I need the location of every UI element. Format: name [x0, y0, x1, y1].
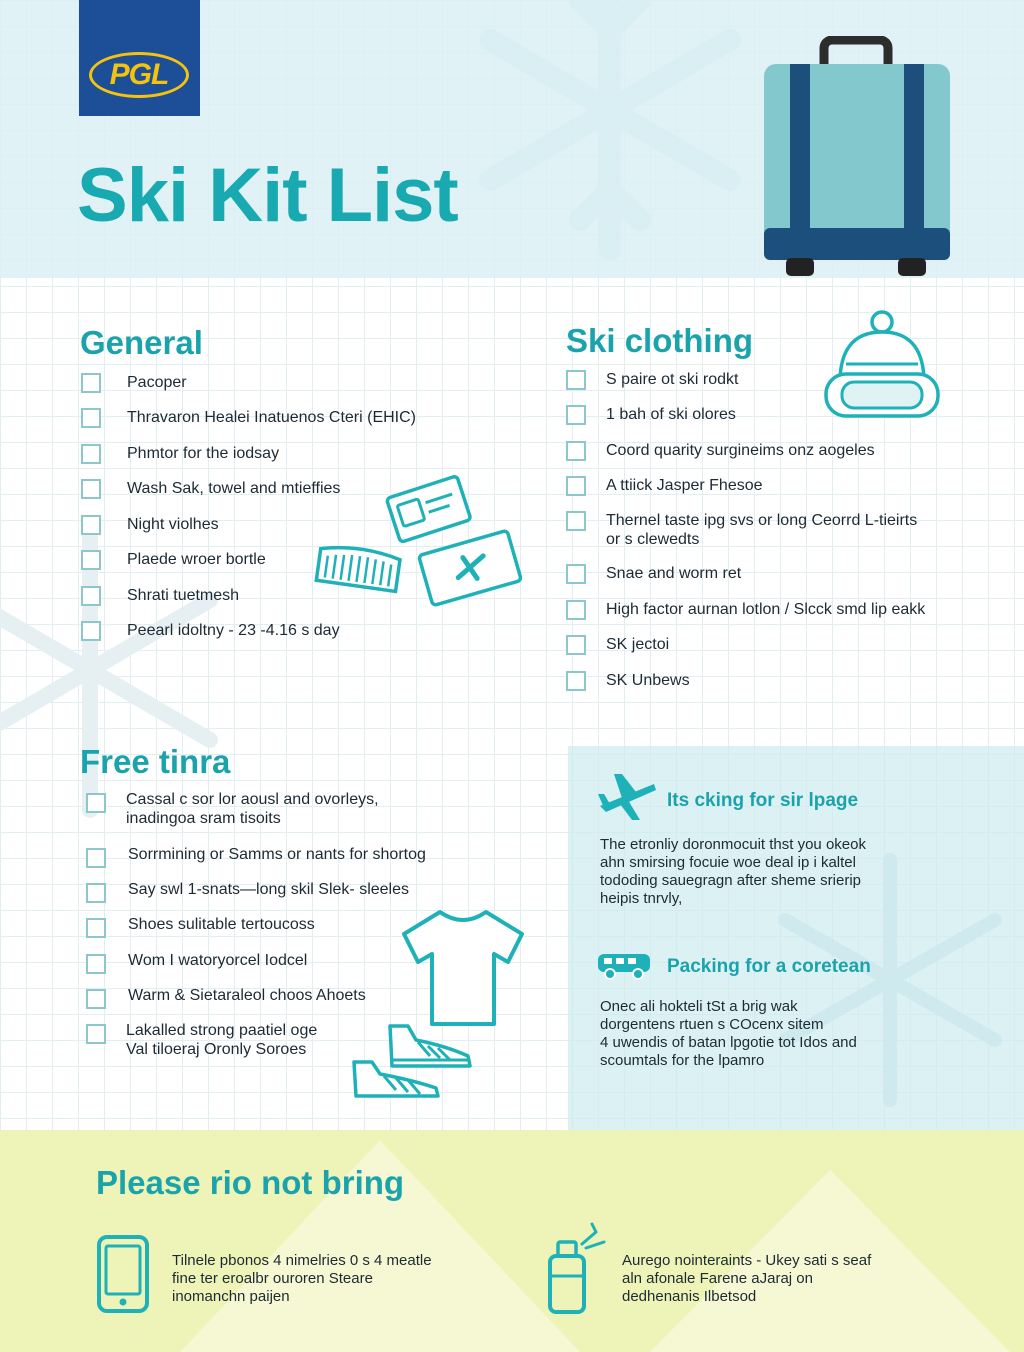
list-item — [81, 373, 187, 393]
item-label: Warm & Sietaraleol choos Ahoets — [128, 987, 366, 1004]
list-item — [81, 621, 340, 641]
item-label: Coord quarity surgineims onz aogeles — [606, 442, 875, 459]
item-label-line: Lakalled strong paatiel oge — [126, 1022, 318, 1039]
item-label: High factor aurnan lotlon / Slcck smd lip eakk — [606, 601, 926, 618]
list-item — [566, 511, 917, 549]
list-item — [566, 441, 875, 461]
logo-text: PGL — [109, 58, 169, 91]
item-label: Peearl idoltny - 23 -4.16 s day — [127, 622, 340, 639]
text-line: fine ter eroalbr ouroren Steare — [172, 1270, 373, 1287]
list-item — [81, 586, 239, 606]
checkbox[interactable] — [81, 586, 101, 606]
checkbox[interactable] — [566, 600, 586, 620]
list-item — [566, 405, 736, 425]
text-line: 4 uwendis of batan lpgotie tot Idos and — [600, 1034, 857, 1051]
checkbox[interactable] — [81, 515, 101, 535]
airplane-icon — [596, 770, 658, 824]
checkbox[interactable] — [81, 408, 101, 428]
phones-text — [172, 1252, 432, 1306]
checkbox[interactable] — [566, 671, 586, 691]
item-label-line: inadingoa sram tisoits — [126, 810, 281, 827]
item-label: Night violhes — [127, 516, 219, 533]
item-label: Snae and worm ret — [606, 565, 742, 582]
item-label: Shoes sulitable tertoucoss — [128, 916, 315, 933]
pgl-logo — [79, 0, 200, 116]
item-label: Wash Sak, towel and mtieffies — [127, 480, 341, 497]
item-label: S paire ot ski rodkt — [606, 371, 739, 388]
item-label — [126, 1021, 317, 1059]
item-label: Plaede wroer bortle — [127, 551, 266, 568]
list-item — [566, 635, 669, 655]
list-item — [86, 845, 426, 868]
list-item — [566, 600, 925, 620]
checkbox[interactable] — [86, 989, 106, 1009]
checkbox[interactable] — [566, 370, 586, 390]
list-item — [86, 1021, 317, 1059]
coach-icon — [596, 950, 652, 980]
item-label-line: or s clewedts — [606, 531, 700, 548]
ticket-icon — [416, 526, 524, 610]
item-label: A ttiick Jasper Fhesoe — [606, 477, 763, 494]
item-label-line: Val tiloeraj Oronly Soroes — [126, 1041, 307, 1058]
checkbox[interactable] — [566, 635, 586, 655]
list-item — [86, 951, 307, 974]
item-label: SK jectoi — [606, 636, 670, 653]
checkbox[interactable] — [86, 883, 106, 903]
list-item — [81, 408, 416, 428]
item-label: Pacoper — [127, 374, 187, 391]
item-label-line: Cassal c sor lor aousl and ovorleys, — [126, 791, 379, 808]
checkbox[interactable] — [86, 793, 106, 813]
item-label: Wom I watoryorcel Iodcel — [128, 952, 308, 969]
checkbox[interactable] — [86, 848, 106, 868]
item-label: SK Unbews — [606, 672, 690, 689]
item-label: Thravaron Healei Inatuenos Cteri (EHIC) — [127, 409, 417, 426]
checkbox[interactable] — [566, 441, 586, 461]
list-item — [566, 671, 690, 691]
checkbox[interactable] — [566, 511, 586, 531]
item-label: Say swl 1-snats—long skil Slek- sleeles — [128, 881, 409, 898]
text-line: The etronliy doronmocuit thst you okeok — [600, 836, 866, 853]
text-line: aln afonale Farene aJaraj on — [622, 1270, 813, 1287]
list-item — [566, 476, 763, 496]
item-label: Phmtor for the iodsay — [127, 445, 280, 462]
phone-icon — [96, 1234, 150, 1314]
item-label: 1 bah of ski olores — [606, 406, 736, 423]
checkbox[interactable] — [86, 954, 106, 974]
suitcase-icon — [762, 36, 952, 280]
do-not-bring-title: Please rio not bring — [96, 1164, 405, 1201]
coach-travel-text — [600, 998, 857, 1070]
checkbox[interactable] — [81, 621, 101, 641]
list-item — [566, 564, 741, 584]
aerosols-text — [622, 1252, 871, 1306]
checkbox[interactable] — [81, 550, 101, 570]
list-item — [86, 915, 315, 938]
text-line: scoumtals for the lpamro — [600, 1052, 765, 1069]
air-travel-heading: Its cking for sir lpage — [667, 790, 859, 811]
checkbox[interactable] — [566, 405, 586, 425]
text-line: inomanchn paijen — [172, 1288, 290, 1305]
list-item — [86, 986, 366, 1009]
text-line: tododing sauegragn after sheme srierip — [600, 872, 861, 889]
item-label-line: Thernel taste ipg svs or long Ceorrd L-tieirts — [606, 512, 918, 529]
text-line: Onec ali hokteli tSt a brig wak — [600, 998, 798, 1015]
aerosol-icon — [542, 1220, 610, 1316]
list-item — [86, 790, 379, 828]
ski-clothing-title: Ski clothing — [566, 322, 754, 359]
text-line: ahn smirsing focuie woe deal ip i kaltel — [600, 854, 856, 871]
free-time-title: Free tinra — [80, 743, 231, 780]
list-item — [86, 880, 409, 903]
checkbox[interactable] — [81, 479, 101, 499]
tshirt-icon — [400, 906, 526, 1030]
checkbox[interactable] — [566, 476, 586, 496]
shoes-icon — [350, 1018, 476, 1100]
comb-icon — [312, 542, 404, 600]
text-line: heipis tnrvly, — [600, 890, 683, 907]
air-travel-text — [600, 836, 866, 908]
list-item — [81, 444, 279, 464]
list-item — [81, 479, 340, 499]
item-label: Shrati tuetmesh — [127, 587, 240, 604]
checkbox[interactable] — [81, 373, 101, 393]
ski-clothing-list — [566, 370, 986, 696]
page-title: Ski Kit List — [77, 153, 458, 238]
logo-oval — [89, 52, 189, 98]
text-line: dedhenanis Ilbetsod — [622, 1288, 757, 1305]
checkbox[interactable] — [86, 1024, 106, 1044]
list-item — [566, 370, 739, 390]
coach-travel-heading: Packing for a coretean — [667, 956, 871, 977]
checkbox[interactable] — [566, 564, 586, 584]
checkbox[interactable] — [86, 918, 106, 938]
list-item — [81, 515, 219, 535]
item-label: Sorrmining or Samms or nants for shortog — [128, 846, 426, 863]
general-title: General — [80, 324, 203, 361]
item-label — [126, 790, 379, 828]
text-line: dorgentens rtuen s COcenx sitem — [600, 1016, 824, 1033]
text-line: Tilnele pbonos 4 nimelries 0 s 4 meatle — [172, 1252, 432, 1269]
text-line: Aurego nointeraints - Ukey sati s seaf — [622, 1252, 872, 1269]
checkbox[interactable] — [81, 444, 101, 464]
item-label — [606, 511, 917, 549]
list-item — [81, 550, 266, 570]
